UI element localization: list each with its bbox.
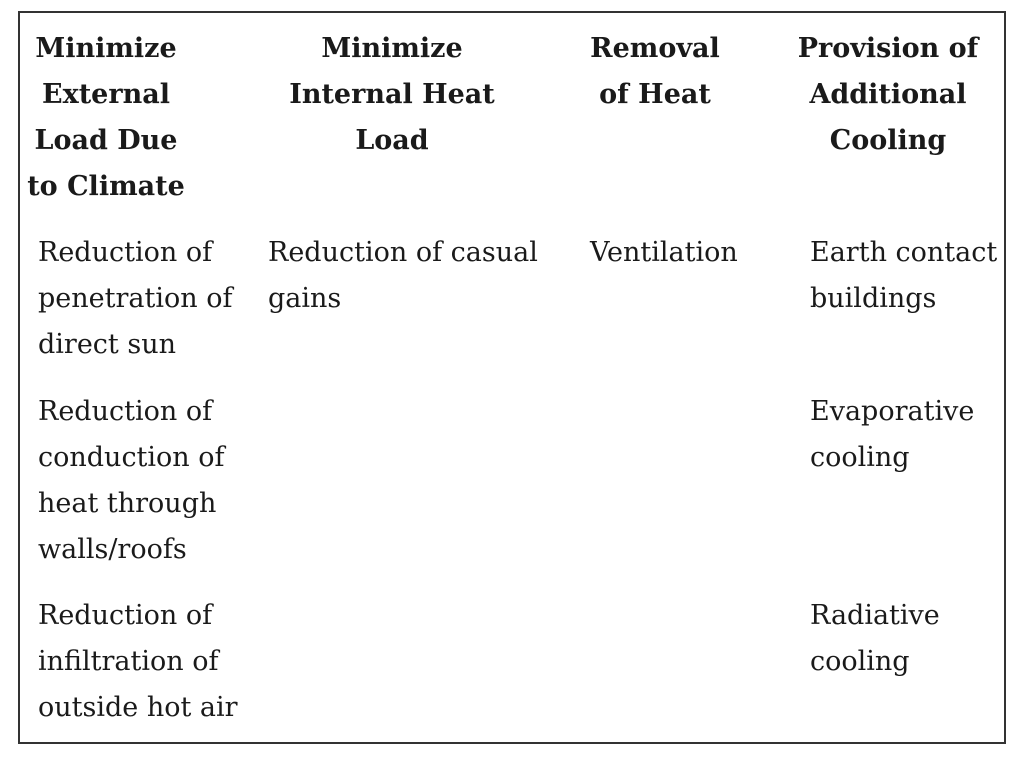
cell-row1-external-load: Reduction of penetration of direct sun [38,237,233,360]
cell-row1-additional-cooling: Earth contact buildings [810,237,998,314]
header-removal-of-heat: Removal of Heat [590,33,720,110]
cell-row3-external-load: Reduction of infiltration of outside hot air [38,600,238,723]
cell-row2-additional-cooling: Evaporative cooling [810,396,975,473]
header-additional-cooling: Provision of Additional Cooling [797,33,979,156]
header-external-load: Minimize External Load Due to Climate [27,33,185,202]
cell-row1-internal-heat-load: Reduction of casual gains [268,237,538,314]
cell-row2-external-load: Reduction of conduction of heat through walls/roofs [38,396,225,565]
cell-row3-additional-cooling: Radiative cooling [810,600,940,677]
header-internal-heat-load: Minimize Internal Heat Load [289,33,495,156]
cell-row1-removal-of-heat: Ventilation [590,237,738,268]
